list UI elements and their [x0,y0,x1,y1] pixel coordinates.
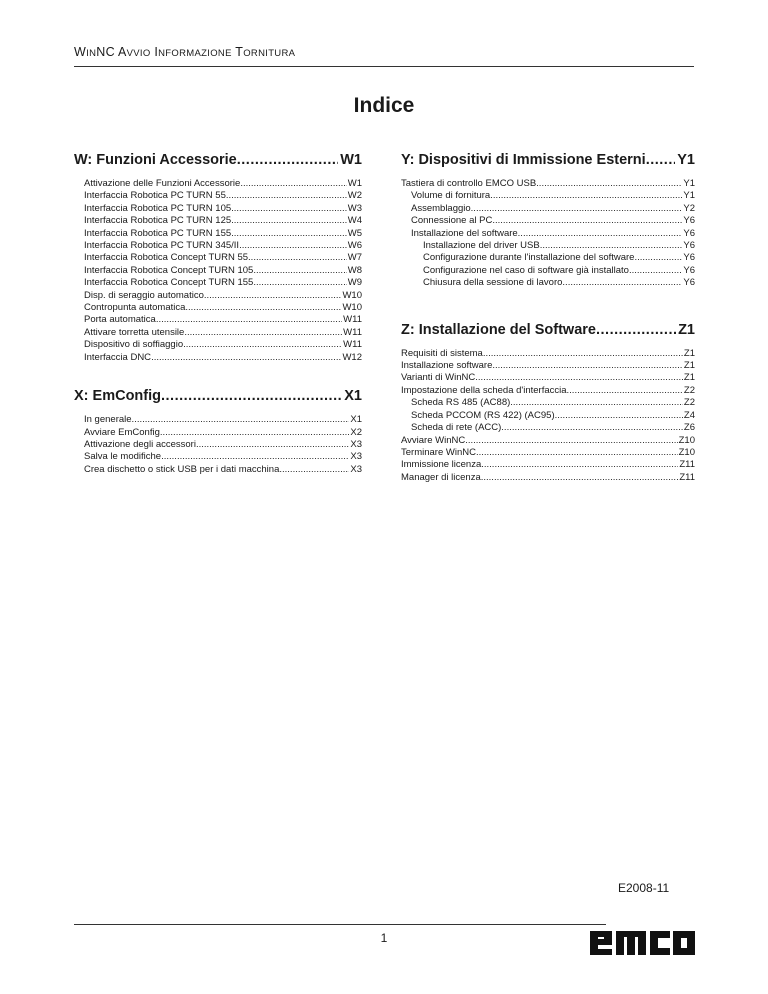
toc-entry[interactable]: Impostazione della scheda d'interfaccia ..... Z2 [401,385,695,397]
toc-entry[interactable]: Interfaccia Robotica PC TURN 125 ..... W4 [74,215,362,227]
toc-entry[interactable]: Assemblaggio ..... Y2 [401,203,695,215]
emco-logo [588,923,698,968]
toc-entry[interactable]: Installazione del driver USB ..... Y6 [401,240,695,252]
toc-entry[interactable]: Requisiti di sistema ..... Z1 [401,348,695,360]
toc-entry[interactable]: Avviare EmConfig ..... X2 [74,427,362,439]
header-rule [74,66,694,67]
toc-entry[interactable]: Interfaccia Robotica PC TURN 345/II ..... W6 [74,240,362,252]
svg-text:WINNC AVVIO INFORMAZIONE TORNI: WINNC AVVIO INFORMAZIONE TORNITURA [74,45,296,59]
toc-entry[interactable]: Attivare torretta utensile ..... W11 [74,327,362,339]
toc-entry[interactable]: Tastiera di controllo EMCO USB ..... Y1 [401,178,695,190]
toc-entry[interactable]: Dispositivo di soffiaggio ..... W11 [74,339,362,351]
toc-entry[interactable]: Salva le modifiche ..... X3 [74,451,362,463]
toc-entry[interactable]: Attivazione degli accessori ..... X3 [74,439,362,451]
document-code: E2008-11 [618,881,670,895]
toc-entry[interactable]: Scheda RS 485 (AC88) ..... Z2 [401,397,695,409]
toc-entry[interactable]: Chiusura della sessione di lavoro ..... Y6 [401,277,695,289]
section-heading[interactable]: Y: Dispositivi di Immissione Esterni ..... Y1 [401,150,695,170]
toc-entry[interactable]: Scheda di rete (ACC) ..... Z6 [401,422,695,434]
toc-entry[interactable]: Installazione software ..... Z1 [401,360,695,372]
toc-entry[interactable]: Scheda PCCOM (RS 422) (AC95) ..... Z4 [401,410,695,422]
page-number: 1 [380,931,388,945]
toc-entry[interactable]: Terminare WinNC ..... Z10 [401,447,695,459]
toc-section [74,386,362,476]
section-heading[interactable]: X: EmConfig ..... X1 [74,386,362,406]
toc-entry[interactable]: Interfaccia Robotica Concept TURN 155 ..... W9 [74,277,362,289]
toc-column-left [74,150,362,496]
toc-entry[interactable]: Avviare WinNC ..... Z10 [401,435,695,447]
toc-entry[interactable]: Crea dischetto o stick USB per i dati macchina ..... X3 [74,464,362,476]
toc-entry[interactable]: Installazione del software ..... Y6 [401,228,695,240]
running-header [74,44,334,63]
toc-entry[interactable]: Interfaccia Robotica PC TURN 105 ..... W3 [74,203,362,215]
toc-column-right [401,150,695,504]
page-title: Indice [353,94,415,117]
footer-rule [74,924,606,925]
toc-entry[interactable]: Attivazione delle Funzioni Accessorie ..... W1 [74,178,362,190]
toc-entry[interactable]: Interfaccia Robotica PC TURN 155 ..... W5 [74,228,362,240]
toc-entry[interactable]: Contropunta automatica ..... W10 [74,302,362,314]
running-header-text [74,44,334,60]
toc-entry[interactable]: Interfaccia Robotica Concept TURN 55 ..... W7 [74,252,362,264]
toc-entry[interactable]: Manager di licenza ..... Z11 [401,472,695,484]
toc-entry[interactable]: Interfaccia Robotica Concept TURN 105 ..... W8 [74,265,362,277]
section-heading[interactable]: Z: Installazione del Software ..... Z1 [401,320,695,340]
toc-entry[interactable]: Volume di fornitura ..... Y1 [401,190,695,202]
section-heading[interactable]: W: Funzioni Accessorie ..... W1 [74,150,362,170]
toc-entry[interactable]: Configurazione nel caso di software già installato ..... Y6 [401,265,695,277]
toc-section [401,320,695,484]
toc-entry[interactable]: Configurazione durante l'installazione del software ..... Y6 [401,252,695,264]
toc-section [74,150,362,364]
toc-entry[interactable]: Immissione licenza ..... Z11 [401,459,695,471]
toc-entry[interactable]: Connessione al PC ..... Y6 [401,215,695,227]
toc-entry[interactable]: Disp. di seraggio automatico ..... W10 [74,290,362,302]
toc-entry[interactable]: Porta automatica ..... W11 [74,314,362,326]
toc-entry[interactable]: Interfaccia Robotica PC TURN 55 ..... W2 [74,190,362,202]
toc-entry[interactable]: Varianti di WinNC ..... Z1 [401,372,695,384]
toc-section [401,150,695,290]
toc-entry[interactable]: Interfaccia DNC ..... W12 [74,352,362,364]
toc-entry[interactable]: In generale ..... X1 [74,414,362,426]
